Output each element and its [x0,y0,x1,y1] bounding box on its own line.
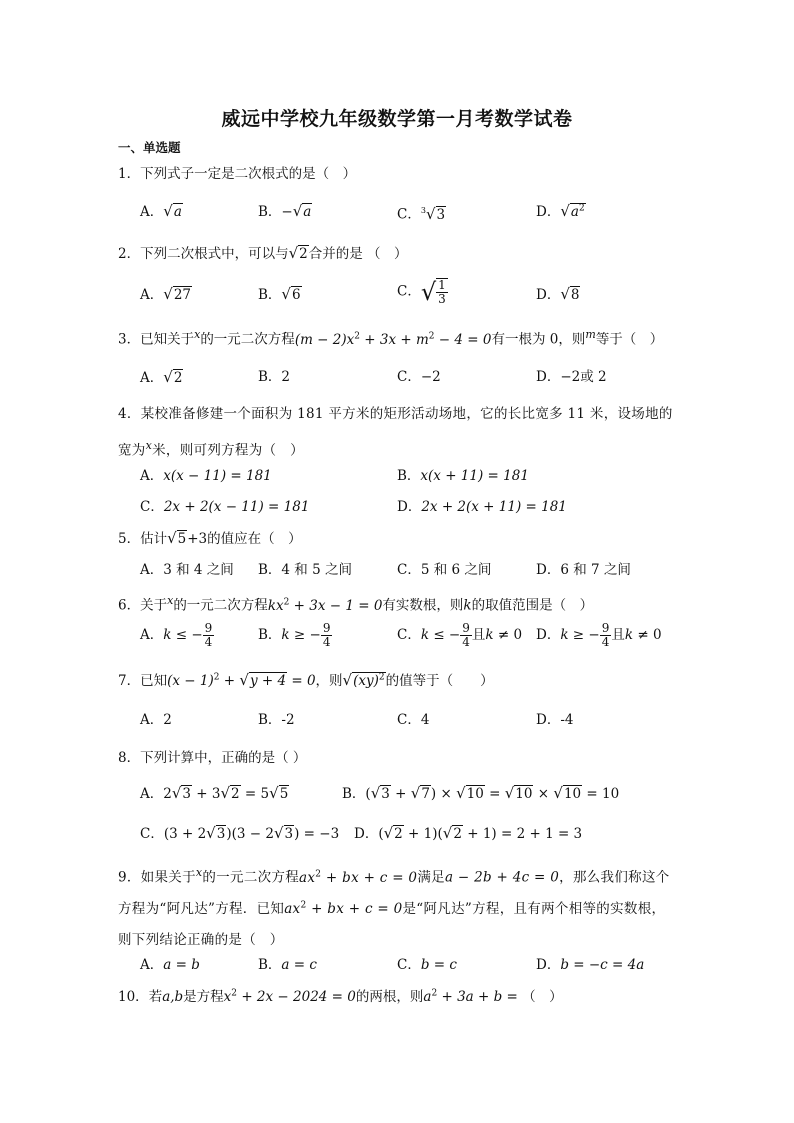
question-stem: 如果关于 [140,869,196,886]
option-text: −2或 2 [560,369,607,385]
question-stem: 的一元二次方程 [200,331,295,348]
question-number: 9． [118,869,141,886]
question-stem: 的取值范围是（ ） [471,597,594,614]
question-number: 2． [118,246,141,262]
question-stem: 等于（ ） [595,331,664,348]
question-number: 4． [118,406,141,422]
q2-option-b: B．√6 [258,285,301,303]
question-stem: 是“阿凡达”方程，且有两个相等的实数根，则下列结论正确的是（ ） [118,900,666,948]
question-stem: 已知 [140,673,168,689]
question-stem: 下列式子一定是二次根式的是（ ） [140,166,357,182]
q5-option-b: B．4 和 5 之间 [258,562,352,578]
question-stem: 米，则可列方程为（ ） [152,442,304,459]
q8-option-d: D．(√2 + 1)(√2 + 1) = 2 + 1 = 3 [354,824,583,842]
question-9: 9．如果关于$^x$的一元二次方程$ax^2$ + bx + c = 0满足a − 2b + 4c = 0，那么我们称这个方程为“阿凡达”方程．已知$ax^2$ + bx + c = 0是“阿凡达”方程，且有两个相等的实数根，则下列结论正确的是（ ） [118,866,670,948]
question-number: 10． [118,989,149,1005]
question-stem: 某校准备修建一个面积为 181 平方米的矩形活动场地，它的长比宽多 11 米，设场地的宽为 [118,406,673,459]
q8-option-c: C．(3 + 2√3)(3 − 2√3) = −3 [140,824,340,842]
question-number: 8． [118,750,141,766]
question-2: 2．下列二次根式中，可以与√2合并的是 （ ） [118,244,408,262]
q9-option-d: D．b = −c = 4a [536,957,645,973]
q1-option-a: A．√a [140,202,182,220]
q6-option-d: D．k ≥ − $\frac{9}{4}$ 且k ≠ 0 [536,621,662,649]
q1-option-d: D．$√a^2$ [536,202,585,220]
q5-option-a: A．3 和 4 之间 [140,562,234,578]
q2-option-d: D．√8 [536,285,580,303]
q4-option-a: A．x(x − 11) = 181 [140,468,272,484]
q7-option-b: B．-2 [258,712,295,728]
question-stem: 下列二次根式中，可以与 [140,246,289,262]
question-stem: 合并的是 （ ） [308,246,408,262]
question-stem: 满足 [417,869,445,886]
question-1 [118,164,356,184]
q2-option-a: A．√27 [140,285,191,303]
question-7: 7．已知$(x - 1)^2 + √y + 4 = 0$，则√(xy)$^2$的值等于（ ） [118,671,494,689]
q4-option-b: B．x(x + 11) = 181 [397,468,529,484]
question-stem: 估计 [140,531,168,547]
question-stem: 是方程 [183,989,224,1005]
question-stem: 的两根，则 [355,989,424,1005]
q3-option-c: C．−2 [397,369,441,385]
question-6: 6．关于$^x$的一元二次方程$kx^2 + 3x - 1 = 0$有实数根，则k的取值范围是（ ） [118,594,594,614]
q1-option-b: B．−√a [258,202,312,220]
q6-option-b: B．k ≥ − $\frac{9}{4}$ [258,621,331,649]
question-10: 10．若a,b是方程$x^2 + 2x - 2024 = 0$的两根，则$a^2 + 3a + b$ = （ ） [118,988,563,1005]
q9-option-c: C．b = c [397,957,457,973]
question-stem: 的一元二次方程 [202,869,300,886]
question-8 [118,748,306,768]
q1-option-c: C．$^3$√3 [397,204,446,223]
question-number: 6． [118,597,141,614]
question-stem: 若 [148,989,163,1005]
q3-option-a: A．√2 [140,368,183,386]
option-text: 且 [611,627,625,643]
option-text: 且 [471,627,486,643]
question-4: 4．某校准备修建一个面积为 181 平方米的矩形活动场地，它的长比宽多 11 米，设场地的宽为$^x$米，则可列方程为（ ） [118,406,673,459]
q7-option-a: A．2 [140,712,172,728]
section-heading: 一、单选题 [118,140,181,155]
question-stem: 有实数根，则 [382,597,464,614]
question-stem: 有一根为 0，则 [491,331,586,348]
q5-option-c: C．5 和 6 之间 [397,562,492,578]
q7-option-d: D．-4 [536,712,574,728]
q8-option-b: B．(√3 + √7) × √10 = √10 × √10 = 10 [342,784,620,802]
question-stem: ，则 [315,673,343,689]
question-stem: 关于 [140,597,168,614]
question-stem: 已知关于 [140,331,195,348]
q9-option-a: A．a = b [140,957,200,973]
question-number: 1． [118,166,141,182]
q3-option-b: B．2 [258,369,291,385]
q2-option-c: C．√ $\frac{1}{3}$ [397,278,446,306]
q6-option-a: A．k ≤ − $\frac{9}{4}$ [140,621,213,649]
question-stem: 的值等于（ ） [385,673,494,689]
q3-option-d: D．−2或 2 [536,369,607,385]
q5-option-d: D．6 和 7 之间 [536,562,631,578]
question-number: 7． [118,673,141,689]
question-stem: 的值应在（ ） [207,531,302,547]
q4-option-d: D．2x + 2(x + 11) = 181 [397,499,567,515]
question-stem: 的一元二次方程 [173,597,268,614]
q4-option-c: C．2x + 2(x − 11) = 181 [140,499,310,515]
question-5: 5．估计√5+3的值应在（ ） [118,529,302,547]
question-stem: ，那么我们称这个方程为“阿凡达”方程．已知 [118,869,670,917]
exam-title: 威远中学校九年级数学第一月考数学试卷 [221,108,573,130]
q6-option-c: C．k ≤ − $\frac{9}{4}$ 且k ≠ 0 [397,621,523,649]
question-3: 3．已知关于$^x$的一元二次方程$(m - 2)x^2 + 3x + m^2 - 4 = 0$有一根为 0，则$^m$等于（ ） [118,328,664,348]
q8-option-a: A．2√3 + 3√2 = 5√5 [140,784,289,802]
q7-option-c: C．4 [397,712,430,728]
question-number: 3． [118,331,141,348]
question-stem: 下列计算中，正确的是（ ） [140,750,307,766]
q9-option-b: B．a = c [258,957,317,973]
question-stem: （ ） [522,989,563,1005]
question-number: 5． [118,531,141,547]
